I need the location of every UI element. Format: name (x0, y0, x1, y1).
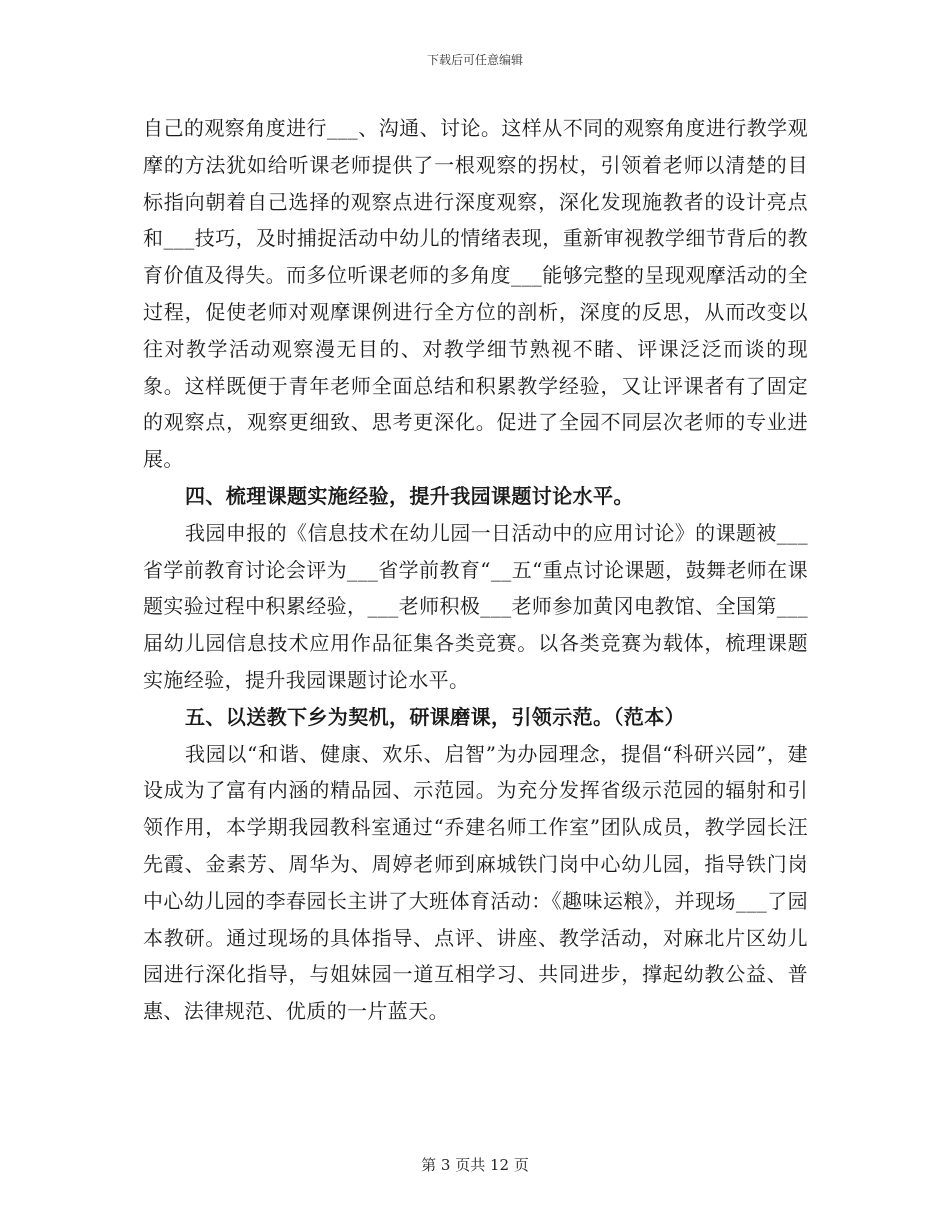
paragraph-research: 我园申报的《信息技术在幼儿园一日活动中的应用讨论》的课题被___省学前教育讨论会评为___省学前教育“__五“重点讨论课题，鼓舞老师在课题实验过程中积累经验，___老师积极___老师参加黄冈电教馆、全国第___届幼儿园信息技术应用作品征集各类竞赛。以各类竞赛为载体，梳理课题实施经验，提升我园课题讨论水平。 (143, 520, 808, 692)
document-body (143, 110, 808, 1030)
paragraph-observation: 自己的观察角度进行___、沟通、讨论。这样从不同的观察角度进行教学观摩的方法犹如给听课老师提供了一根观察的拐杖，引领着老师以清楚的目标指向朝着自己选择的观察点进行深度观察，深化发现施教者的设计亮点和___技巧，及时捕捉活动中幼儿的情绪表现，重新审视教学细节背后的教育价值及得失。而多位听课老师的多角度___能够完整的呈现观摩活动的全过程，促使老师对观摩课例进行全方位的剖析，深度的反思，从而改变以往对教学活动观察漫无目的、对教学细节熟视不睹、评课泛泛而谈的现象。这样既便于青年老师全面总结和积累教学经验，又让评课者有了固定的观察点，观察更细致、思考更深化。促进了全园不同层次老师的专业进展。 (143, 116, 808, 472)
page-header: 下载后可任意编辑 (426, 53, 523, 67)
section-heading-4: 四、梳理课题实施经验，提升我园课题讨论水平。 (185, 483, 634, 508)
page-footer: 第 3 页共 12 页 (421, 1156, 529, 1174)
section-heading-5: 五、以送教下乡为契机，研课磨课，引领示范。（范本） (185, 704, 685, 729)
paragraph-outreach: 我园以“和谐、健康、欢乐、启智”为办园理念，提倡“科研兴园”，建设成为了富有内涵的精品园、示范园。为充分发挥省级示范园的辐射和引领作用，本学期我园教科室通过“乔建名师工作室”团队成员，教学园长汪先霞、金素芳、周华为、周婷老师到麻城铁门岗中心幼儿园，指导铁门岗中心幼儿园的李春园长主讲了大班体育活动：《趣味运粮》，并现场___了园本教研。通过现场的具体指导、点评、讲座、教学活动，对麻北片区幼儿园进行深化指导，与姐妹园一道互相学习、共同进步，撑起幼教公益、普惠、法律规范、优质的一片蓝天。 (143, 741, 808, 1024)
